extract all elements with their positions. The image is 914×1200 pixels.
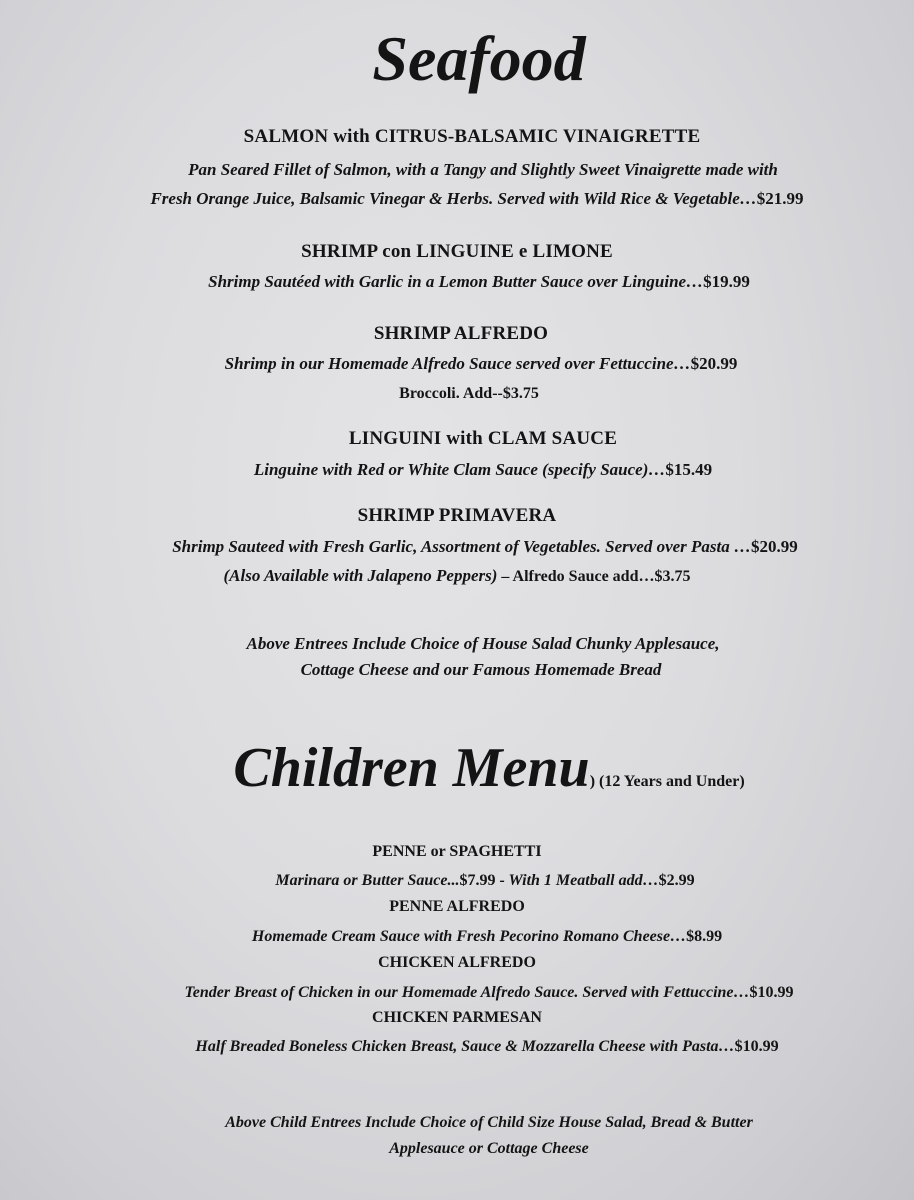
seafood-item-price: $21.99 [756,189,804,208]
seafood-item-name: LINGUINI with CLAM SAUCE [348,428,618,449]
children-subtitle: ) (12 Years and Under) [589,773,745,790]
seafood-item-desc: Pan Seared Fillet of Salmon, with a Tangy and Slightly Sweet Vinaigrette made with [188,160,778,179]
children-item-desc: Tender Breast of Chicken in our Homemade Alfredo Sauce. Served with Fettuccine…$10.99 [184,984,794,1001]
children-item-desc: Homemade Cream Sauce with Fresh Pecorino Romano Cheese…$8.99 [251,928,723,945]
children-item-name: CHICKEN PARMESAN [372,1009,542,1026]
seafood-item-name: SHRIMP con LINGUINE e LIMONE [301,241,613,262]
seafood-item-addon: – Alfredo Sauce add…$3.75 [497,568,691,585]
seafood-item-desc: Fresh Orange Juice, Balsamic Vinegar & Herbs. Served with Wild Rice & Vegetable…$21.99 [150,189,804,208]
seafood-item-price: $15.49 [665,460,713,479]
children-item-price: $7.99 [459,872,496,889]
children-item-name: CHICKEN ALFREDO [378,954,536,971]
children-item-price: $10.99 [734,1038,779,1055]
children-heading [32,736,914,800]
seafood-item-name: SHRIMP ALFREDO [373,323,549,344]
children-item-price: $2.99 [658,872,695,889]
seafood-title: Seafood [372,23,586,94]
seafood-item-desc: Shrimp Sautéed with Garlic in a Lemon Butter Sauce over Linguine…$19.99 [208,272,750,291]
children-title: Children Menu [233,737,590,799]
children-item-price: $10.99 [749,984,794,1001]
seafood-item-price: $20.99 [751,537,798,556]
seafood-item-name: SALMON with CITRUS-BALSAMIC VINAIGRETTE [243,126,701,147]
children-item-desc: Half Breaded Boneless Chicken Breast, Sauce & Mozzarella Cheese with Pasta…$10.99 [195,1038,779,1055]
seafood-footer: Above Entrees Include Choice of House Salad Chunky Applesauce, [246,634,720,653]
children-footer: Applesauce or Cottage Cheese [389,1140,589,1157]
children-item-name: PENNE or SPAGHETTI [372,843,542,860]
seafood-item-price: $20.99 [690,354,738,373]
seafood-item-name: SHRIMP PRIMAVERA [357,505,557,526]
children-item-desc: Marinara or Butter Sauce...$7.99 - With 1 Meatball add…$2.99 [275,872,695,889]
seafood-footer: Cottage Cheese and our Famous Homemade Bread [300,660,662,679]
seafood-item-desc: Shrimp Sauteed with Fresh Garlic, Assortment of Vegetables. Served over Pasta …$20.99 [172,537,798,556]
seafood-item-desc: Shrimp in our Homemade Alfredo Sauce served over Fettuccine…$20.99 [224,354,738,373]
seafood-item-desc: Linguine with Red or White Clam Sauce (specify Sauce)…$15.49 [253,460,713,479]
seafood-item-addon: Broccoli. Add--$3.75 [399,385,539,402]
children-footer: Above Child Entrees Include Choice of Child Size House Salad, Bread & Butter [225,1114,753,1131]
children-item-price: $8.99 [686,928,723,945]
seafood-item-note: (Also Available with Jalapeno Peppers) – Alfredo Sauce add…$3.75 [223,566,691,585]
seafood-item-price: $19.99 [703,272,750,291]
children-item-name: PENNE ALFREDO [389,898,525,915]
